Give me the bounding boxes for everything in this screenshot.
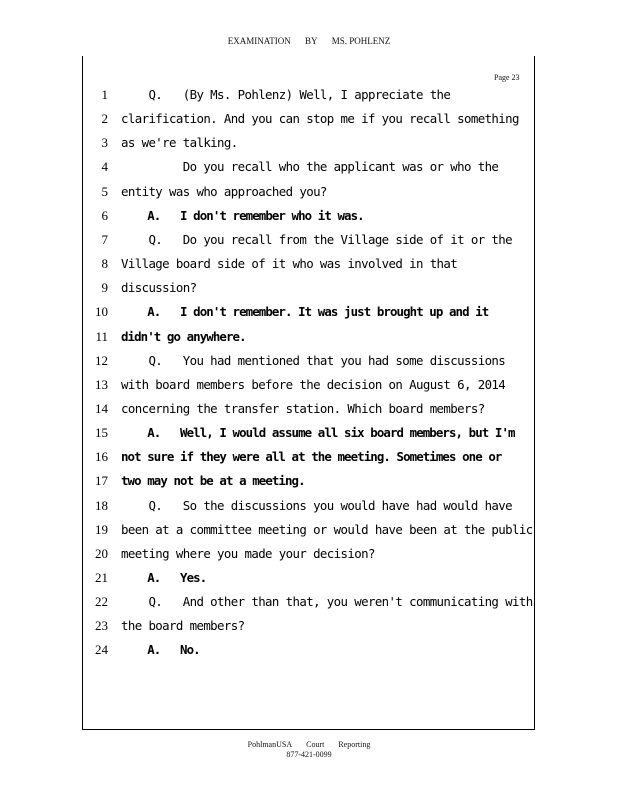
transcript-line: concerning the transfer station. Which board members? (121, 401, 485, 416)
transcript-line: Q. (By Ms. Pohlenz) Well, I appreciate the (121, 87, 451, 102)
line-number: 24 (95, 642, 108, 657)
header-by: BY (304, 36, 318, 46)
transcript-line: Q. You had mentioned that you had some discussions (121, 353, 506, 368)
transcript-line: Village board side of it who was involved in that (121, 256, 458, 271)
footer-reporting: Reporting (338, 740, 371, 749)
line-number: 23 (95, 618, 108, 633)
line-number: 1 (101, 87, 108, 102)
line-number: 12 (95, 353, 108, 368)
transcript-line: as we're talking. (121, 135, 238, 150)
line-number: 8 (101, 256, 108, 271)
line-number: 22 (95, 594, 108, 609)
line-number: 3 (101, 135, 108, 150)
line-number: 5 (101, 184, 108, 199)
answer-line: A. No. (121, 642, 200, 657)
line-number: 9 (101, 280, 108, 295)
line-number: 4 (101, 159, 108, 174)
line-number: 15 (95, 425, 108, 440)
answer-line: A. Yes. (121, 570, 207, 585)
line-number: 20 (95, 546, 108, 561)
line-number: 13 (95, 377, 108, 392)
transcript-line: with board members before the decision on August 6, 2014 (121, 377, 506, 392)
line-number: 10 (95, 304, 108, 319)
transcript-line: Q. Do you recall from the Village side of it or the (121, 232, 513, 247)
footer-court: Court (306, 740, 325, 749)
transcript-line: Do you recall who the applicant was or who the (121, 159, 499, 174)
answer-line: A. I don't remember who it was. (121, 208, 364, 223)
answer-line: A. Well, I would assume all six board members, but I'm (121, 425, 515, 440)
answer-line: not sure if they were all at the meeting. Sometimes one or (121, 449, 502, 464)
answer-line: A. I don't remember. It was just brought up and it (121, 304, 489, 319)
line-number: 21 (95, 570, 108, 585)
line-number: 7 (101, 232, 108, 247)
transcript-line: meeting where you made your decision? (121, 546, 375, 561)
line-number: 11 (95, 329, 108, 344)
header-examiner: MS. POHLENZ (331, 36, 391, 46)
transcript-line: clarification. And you can stop me if you recall something (121, 111, 519, 126)
line-number: 19 (95, 522, 108, 537)
line-number: 2 (101, 111, 108, 126)
transcript-line: Q. So the discussions you would have had would have (121, 498, 513, 513)
line-number: 18 (95, 498, 108, 513)
line-number: 17 (95, 473, 108, 488)
page-number: Page 23 (494, 73, 520, 82)
page-header (0, 36, 618, 46)
page-footer (0, 740, 618, 760)
transcript-line: the board members? (121, 618, 245, 633)
transcript-line: discussion? (121, 280, 197, 295)
footer-phone: 877-421-0099 (286, 750, 332, 759)
line-number: 16 (95, 449, 108, 464)
transcript-line: been at a committee meeting or would have been at the public (121, 522, 533, 537)
line-number: 6 (101, 208, 108, 223)
transcript-line: entity was who approached you? (121, 184, 327, 199)
footer-company: PohlmanUSA (247, 740, 293, 749)
header-examination: EXAMINATION (227, 36, 291, 46)
answer-line: didn't go anywhere. (121, 329, 246, 344)
answer-line: two may not be at a meeting. (121, 473, 305, 488)
line-number: 14 (95, 401, 108, 416)
transcript-line: Q. And other than that, you weren't communicating with (121, 594, 533, 609)
